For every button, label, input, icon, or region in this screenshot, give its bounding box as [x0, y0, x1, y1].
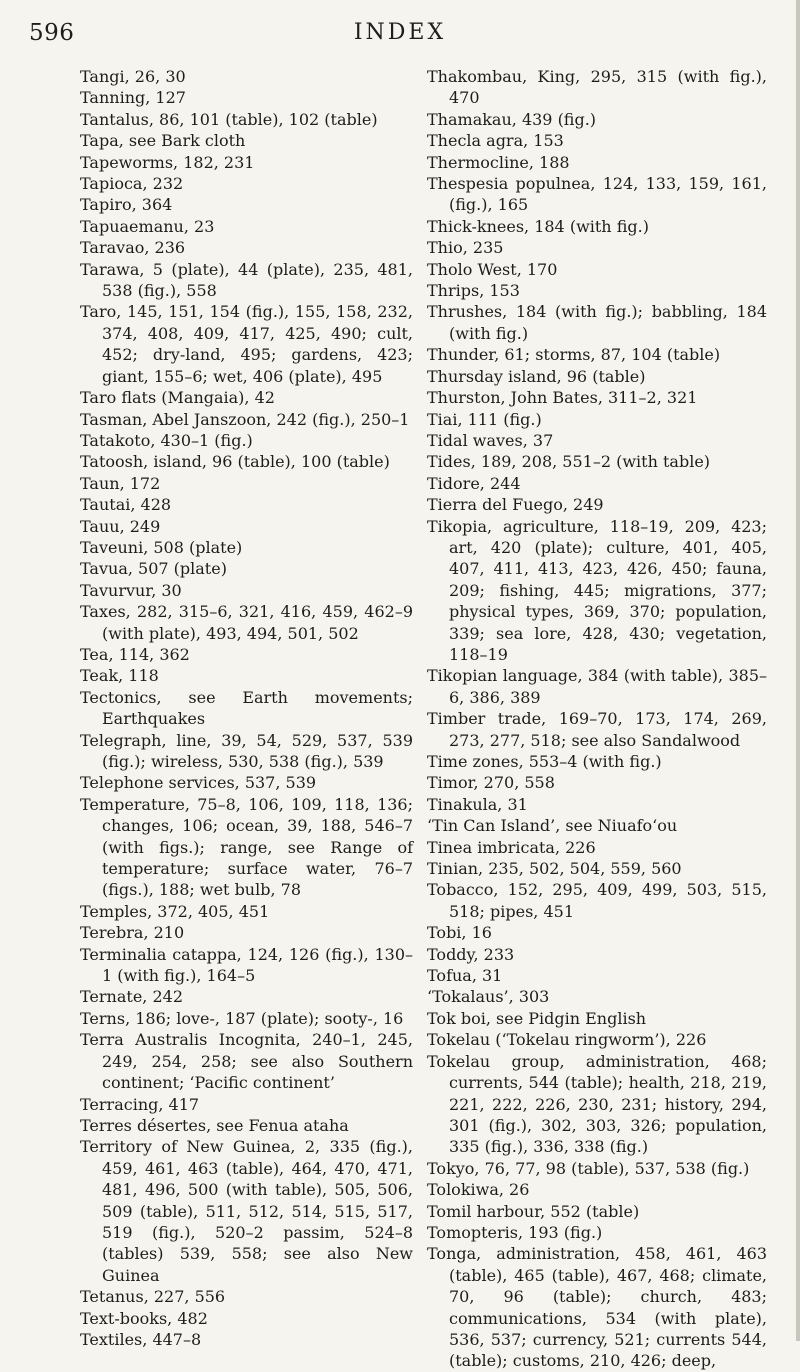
index-entry: Timor, 270, 558 — [427, 773, 555, 793]
index-entry: ‘Tin Can Island’, see Niuafo‘ou — [427, 816, 678, 836]
page-edge — [796, 0, 800, 1341]
index-entry: Tectonics, see Earth movements; Earthquakes — [80, 687, 413, 729]
index-entry: Tides, 189, 208, 551–2 (with table) — [427, 452, 711, 472]
page-number: 596 — [29, 20, 75, 46]
index-entry: Tidal waves, 37 — [427, 430, 554, 450]
index-entry: Tokelau group, administration, 468; currents, 544 (table); health, 218, 219, 221, 222, 226, 230, 231; history, 294, 301 (fig.), 302, 303, 326; population, 335 (fig.), 336, 338 (fig.) — [427, 1051, 767, 1157]
index-entry: Tapeworms, 182, 231 — [80, 152, 255, 172]
index-entry: Tidore, 244 — [427, 473, 521, 493]
index-entry: Tierra del Fuego, 249 — [427, 495, 604, 515]
index-entry: Taxes, 282, 315–6, 321, 416, 459, 462–9 (with plate), 493, 494, 501, 502 — [80, 602, 413, 643]
index-entry: Tok boi, see Pidgin English — [427, 1008, 647, 1028]
index-entry: Tapiro, 364 — [80, 195, 173, 215]
index-entry: Territory of New Guinea, 2, 335 (fig.), 459, 461, 463 (table), 464, 470, 471, 481, 496, 500 (with table), 505, 506, 509 (table), 511, 512, 514, 515, 517, 519 (fig.), 520–2 passim, 524–8 (tables) 539, 558; see also New Guinea — [80, 1137, 413, 1285]
index-entry: Tavurvur, 30 — [80, 580, 182, 600]
index-entry: Thunder, 61; storms, 87, 104 (table) — [427, 345, 721, 365]
index-entry: Tikopian language, 384 (with table), 385–6, 386, 389 — [427, 666, 767, 707]
index-entry: Tokelau (‘Tokelau ringworm’), 226 — [427, 1030, 707, 1050]
index-entry: Thamakau, 439 (fig.) — [427, 109, 597, 129]
index-entry: Tatakoto, 430–1 (fig.) — [80, 430, 253, 450]
index-entry: Teak, 118 — [80, 666, 159, 686]
index-entry: Tantalus, 86, 101 (table), 102 (table) — [80, 109, 378, 129]
index-entry: Tanning, 127 — [80, 88, 186, 108]
index-entry: Text-books, 482 — [80, 1308, 208, 1328]
index-entry: Terres désertes, see Fenua ataha — [80, 1115, 349, 1135]
index-entry: Taveuni, 508 (plate) — [80, 537, 243, 557]
index-entry: Tikopia, agriculture, 118–19, 209, 423; art, 420 (plate); culture, 401, 405, 407, 411, 413, 423, 426, 450; fauna, 209; fishing, 445; migrations, 377; physical types, 369, 370; population, 339; sea lore, 428, 430; vegetation, 118–19 — [427, 516, 767, 664]
index-entry: Telegraph, line, 39, 54, 529, 537, 539 (fig.); wireless, 530, 538 (fig.), 539 — [80, 730, 413, 771]
index-entry: Terra Australis Incognita, 240–1, 245, 249, 254, 258; see also Southern continent; ‘Pacific continent’ — [80, 1030, 413, 1093]
index-entry: Tholo West, 170 — [427, 259, 558, 279]
index-entry: Tautai, 428 — [80, 495, 172, 515]
index-entry: Tomopteris, 193 (fig.) — [427, 1222, 603, 1242]
index-entry: Tapa, see Bark cloth — [80, 131, 246, 151]
index-entry: Tinian, 235, 502, 504, 559, 560 — [427, 859, 682, 879]
index-entry: Textiles, 447–8 — [80, 1329, 202, 1349]
index-entry: Toddy, 233 — [427, 944, 515, 964]
index-entry: Taravao, 236 — [80, 238, 186, 258]
index-entry: Tetanus, 227, 556 — [80, 1287, 226, 1307]
index-entry: Terebra, 210 — [80, 923, 185, 943]
index-entry: Telephone services, 537, 539 — [80, 773, 317, 793]
index-entry: Terminalia catappa, 124, 126 (fig.), 130–1 (with fig.), 164–5 — [80, 944, 413, 986]
index-entry: Tea, 114, 362 — [80, 644, 190, 664]
index-entry: Temples, 372, 405, 451 — [80, 901, 270, 921]
index-entry: Tokyo, 76, 77, 98 (table), 537, 538 (fig.) — [427, 1158, 750, 1178]
index-entry: Taro flats (Mangaia), 42 — [80, 388, 275, 408]
index-entry: Tasman, Abel Janszoon, 242 (fig.), 250–1 — [80, 409, 410, 429]
index-entry: ‘Tokalaus’, 303 — [427, 987, 550, 1007]
running-head: INDEX — [353, 20, 447, 45]
index-entry: Tapuaemanu, 23 — [80, 216, 215, 236]
index-entry: Tonga, administration, 458, 461, 463 (table), 465 (table), 467, 468; climate, 70, 96 (table); church, 483; communications, 534 (with plate), 536, 537; currency, 521; currents 544, (table); customs, 210, 426; deep, — [427, 1244, 767, 1371]
index-entry: Timber trade, 169–70, 173, 174, 269, 273, 277, 518; see also Sandalwood — [427, 709, 767, 750]
index-entry: Taun, 172 — [80, 473, 161, 493]
index-entry: Tiai, 111 (fig.) — [427, 409, 542, 429]
index-entry: Terracing, 417 — [80, 1094, 200, 1114]
index-entry: Thakombau, King, 295, 315 (with fig.), 470 — [427, 67, 767, 108]
index-entry: Time zones, 553–4 (with fig.) — [427, 752, 662, 771]
index-entry: Taro, 145, 151, 154 (fig.), 155, 158, 232, 374, 408, 409, 417, 425, 490; cult, 452; dry-land, 495; gardens, 423; giant, 155–6; wet, 406 (plate), 495 — [80, 302, 413, 386]
index-entry: Tatoosh, island, 96 (table), 100 (table) — [80, 452, 390, 472]
index-entry: Tobi, 16 — [427, 923, 492, 943]
index-entry: Tarawa, 5 (plate), 44 (plate), 235, 481, 538 (fig.), 558 — [80, 259, 413, 301]
index-entry: Thrushes, 184 (with fig.); babbling, 184 (with fig.) — [427, 302, 767, 343]
index-entry: Temperature, 75–8, 106, 109, 118, 136; changes, 106; ocean, 39, 188, 546–7 (with figs.); range, see Range of temperature; surface water, 76–7 (figs.), 188; wet bulb, 78 — [80, 794, 413, 900]
index-entry: Tavua, 507 (plate) — [80, 559, 227, 579]
index-entry: Tapioca, 232 — [80, 174, 184, 194]
index-entry: Tinakula, 31 — [427, 794, 528, 814]
index-entry: Terns, 186; love-, 187 (plate); sooty-, 16 — [80, 1008, 404, 1028]
index-entry: Tomil harbour, 552 (table) — [427, 1201, 640, 1221]
index-entry: Tobacco, 152, 295, 409, 499, 503, 515, 518; pipes, 451 — [427, 880, 767, 921]
index-entry: Thecla agra, 153 — [427, 131, 564, 151]
index-entry: Tinea imbricata, 226 — [427, 837, 596, 857]
index-entry: Thespesia populnea, 124, 133, 159, 161, (fig.), 165 — [427, 174, 767, 215]
index-entry: Thio, 235 — [427, 238, 504, 258]
index-entry: Thursday island, 96 (table) — [427, 366, 646, 386]
index-entry: Thick-knees, 184 (with fig.) — [427, 216, 649, 236]
index-entry: Tolokiwa, 26 — [427, 1180, 530, 1200]
index-entry: Tangi, 26, 30 — [80, 67, 186, 86]
index-entry: Tauu, 249 — [80, 516, 161, 536]
left-column — [80, 66, 413, 1350]
index-entry: Ternate, 242 — [80, 987, 183, 1007]
index-entry: Tofua, 31 — [427, 966, 503, 986]
index-entry: Thurston, John Bates, 311–2, 321 — [427, 388, 698, 408]
right-column — [427, 66, 767, 1372]
index-entry: Thrips, 153 — [427, 281, 520, 301]
index-entry: Thermocline, 188 — [427, 152, 570, 172]
